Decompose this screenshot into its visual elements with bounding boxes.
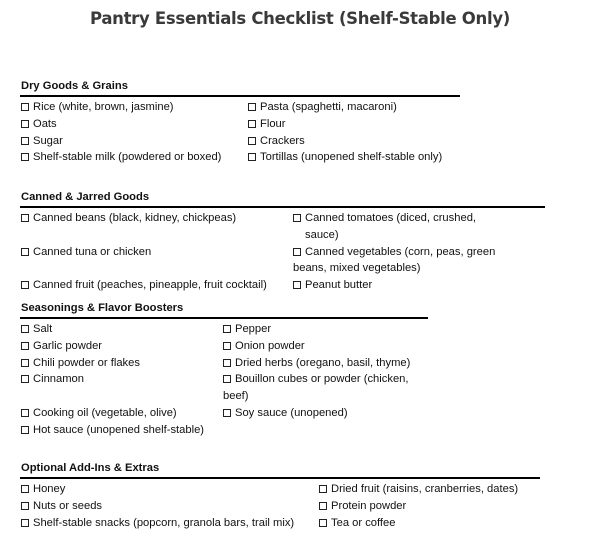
checkbox-icon[interactable] <box>21 409 29 417</box>
section-heading: Dry Goods & Grains <box>20 79 460 97</box>
checklist-item[interactable]: Tortillas (unopened shelf-stable only) <box>247 149 460 166</box>
checkbox-icon[interactable] <box>293 214 301 222</box>
checkbox-icon[interactable] <box>21 375 29 383</box>
checkbox-icon[interactable] <box>223 375 231 383</box>
checklist-item[interactable]: Shelf-stable milk (powdered or boxed) <box>20 149 247 166</box>
checkbox-icon[interactable] <box>21 153 29 161</box>
checklist-item[interactable]: Dried fruit (raisins, cranberries, dates) <box>318 481 540 498</box>
checklist-item[interactable]: Peanut butter <box>292 277 504 294</box>
checklist-item[interactable]: Canned tuna or chicken <box>20 244 292 278</box>
checkbox-icon[interactable] <box>21 137 29 145</box>
page-title: Pantry Essentials Checklist (Shelf-Stable Only) <box>89 9 511 28</box>
checkbox-icon[interactable] <box>21 519 29 527</box>
checklist-item[interactable]: Nuts or seeds <box>20 498 318 515</box>
checkbox-icon[interactable] <box>319 519 327 527</box>
checkbox-icon[interactable] <box>21 103 29 111</box>
checkbox-icon[interactable] <box>223 342 231 350</box>
section-heading: Seasonings & Flavor Boosters <box>20 301 428 319</box>
checklist-item[interactable]: Rice (white, brown, jasmine) <box>20 99 247 116</box>
checkbox-icon[interactable] <box>293 281 301 289</box>
checkbox-icon[interactable] <box>293 248 301 256</box>
section-heading: Canned & Jarred Goods <box>20 190 545 208</box>
section-seasonings <box>20 301 428 439</box>
checkbox-icon[interactable] <box>21 248 29 256</box>
checkbox-icon[interactable] <box>21 325 29 333</box>
section-optional-extras <box>20 461 540 531</box>
checklist-item[interactable]: Pasta (spaghetti, macaroni) <box>247 99 460 116</box>
checklist-item[interactable]: Flour <box>247 116 460 133</box>
checklist-item[interactable]: Oats <box>20 116 247 133</box>
checklist-item[interactable]: Canned beans (black, kidney, chickpeas) <box>20 210 292 244</box>
checkbox-icon[interactable] <box>248 137 256 145</box>
checklist-item[interactable]: Canned vegetables (corn, peas, green beans, mixed vegetables) <box>293 245 496 275</box>
checklist-item[interactable]: Sugar <box>20 133 247 150</box>
checkbox-icon[interactable] <box>248 103 256 111</box>
checklist-item[interactable]: Crackers <box>247 133 460 150</box>
checklist-item[interactable]: Salt <box>20 321 222 338</box>
checklist-item[interactable]: Dried herbs (oregano, basil, thyme) <box>222 355 428 372</box>
checkbox-icon[interactable] <box>248 153 256 161</box>
checklist-item[interactable]: Canned tomatoes (diced, crushed, sauce) <box>292 210 504 244</box>
checklist-item[interactable]: Cinnamon <box>20 371 222 405</box>
checklist-item[interactable]: Hot sauce (unopened shelf-stable) <box>20 422 222 439</box>
checkbox-icon[interactable] <box>21 359 29 367</box>
checkbox-icon[interactable] <box>21 502 29 510</box>
checklist-item[interactable]: Honey <box>20 481 318 498</box>
checklist-item[interactable]: Shelf-stable snacks (popcorn, granola bars, trail mix) <box>20 515 318 532</box>
checkbox-icon[interactable] <box>21 281 29 289</box>
checkbox-icon[interactable] <box>223 325 231 333</box>
checklist-item[interactable]: Cooking oil (vegetable, olive) <box>20 405 222 422</box>
section-canned-goods <box>20 190 545 294</box>
checkbox-icon[interactable] <box>21 214 29 222</box>
checkbox-icon[interactable] <box>21 426 29 434</box>
checkbox-icon[interactable] <box>223 359 231 367</box>
checklist-item[interactable]: Soy sauce (unopened) <box>222 405 428 422</box>
checklist-item[interactable]: Tea or coffee <box>318 515 540 532</box>
checkbox-icon[interactable] <box>21 120 29 128</box>
checklist-item[interactable]: Garlic powder <box>20 338 222 355</box>
checklist-item[interactable]: Bouillon cubes or powder (chicken, beef) <box>223 373 409 403</box>
checkbox-icon[interactable] <box>21 485 29 493</box>
checkbox-icon[interactable] <box>21 342 29 350</box>
section-dry-goods <box>20 79 460 166</box>
section-heading: Optional Add-Ins & Extras <box>20 461 540 479</box>
checklist-item[interactable]: Protein powder <box>318 498 540 515</box>
checkbox-icon[interactable] <box>248 120 256 128</box>
checkbox-icon[interactable] <box>319 502 327 510</box>
checklist-item[interactable]: Pepper <box>222 321 428 338</box>
checkbox-icon[interactable] <box>223 409 231 417</box>
checklist-item[interactable]: Chili powder or flakes <box>20 355 222 372</box>
checklist-item[interactable]: Onion powder <box>222 338 428 355</box>
checklist-item[interactable]: Canned fruit (peaches, pineapple, fruit cocktail) <box>20 277 292 294</box>
checkbox-icon[interactable] <box>319 485 327 493</box>
